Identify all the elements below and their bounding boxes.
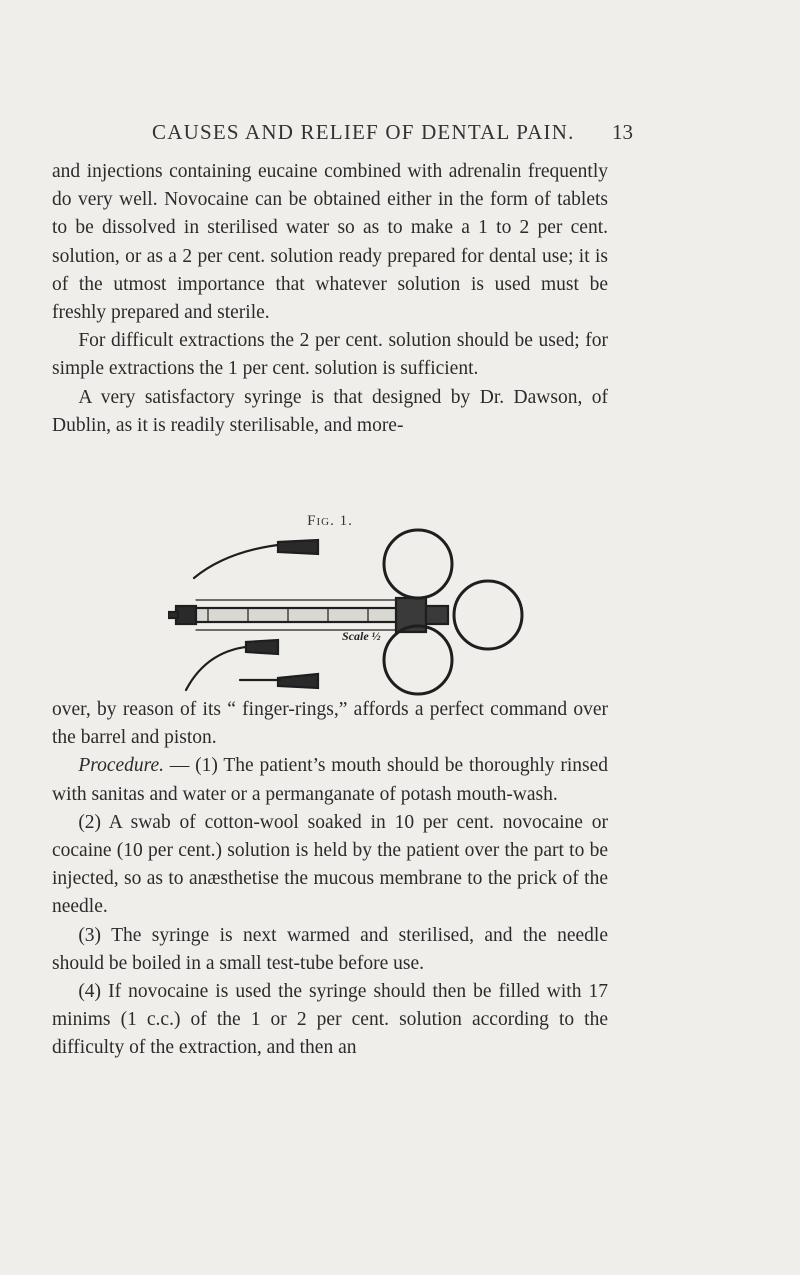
body-text-top: [52, 158, 608, 440]
paragraph: over, by reason of its “ finger-rings,” affords a perfect command over the barrel and piston.: [52, 699, 608, 749]
piston: [426, 606, 448, 624]
page-number: 13: [612, 120, 633, 144]
figure-caption: Fig. 1.: [307, 513, 353, 529]
body-text-bottom: [52, 696, 608, 1063]
scale-label: Scale ½: [342, 629, 381, 643]
procedure-step-1: — (1) The patient’s mouth should be thoroughly rinsed with sanitas and water or a permanganate of potash mouth-wash.: [52, 755, 608, 805]
upper-needle-hub: [278, 540, 318, 554]
running-head: [0, 120, 800, 150]
syringe-illustration-icon: [168, 528, 538, 700]
thumb-ring: [454, 581, 522, 649]
running-title: CAUSES AND RELIEF OF DENTAL PAIN.: [152, 120, 575, 144]
spare-hub: [278, 674, 318, 688]
paragraph: A very satisfactory syringe is that designed by Dr. Dawson, of Dublin, as it is readily sterilisable, and more-: [52, 386, 608, 436]
syringe-barrel: [188, 608, 398, 622]
finger-ring-bottom: [384, 626, 452, 694]
paragraph: [52, 752, 608, 808]
finger-ring-top: [384, 530, 452, 598]
upper-needle: [194, 544, 286, 578]
paragraph: For difficult extractions the 2 per cent. solution should be used; for simple extractions the 1 per cent. solution is sufficient.: [52, 330, 608, 380]
paragraph: (3) The syringe is next warmed and sterilised, and the needle should be boiled in a small test-tube before use.: [52, 924, 608, 974]
paragraph: (4) If novocaine is used the syringe should then be filled with 17 minims (1 c.c.) of the 1 or 2 per cent. solution according to the difficulty of the extraction, and then an: [52, 981, 608, 1059]
paragraph: (2) A swab of cotton-wool soaked in 10 per cent. novocaine or cocaine (10 per cent.) solution is held by the patient over the part to be injected, so as to anæsthetise the mucous membrane to the prick of the needle.: [52, 811, 608, 918]
lower-needle-hub: [246, 640, 278, 654]
procedure-label: Procedure.: [78, 755, 165, 777]
paragraph: and injections containing eucaine combined with adrenalin frequently do very well. Novocaine can be obtained either in the form of tablets to be dissolved in sterilised water so as to make a 1 to 2 per cent. solution, or as a 2 per cent. solution ready prepared for dental use; it is of the utmost importance that whatever solution is used must be freshly prepared and sterile.: [52, 161, 608, 324]
